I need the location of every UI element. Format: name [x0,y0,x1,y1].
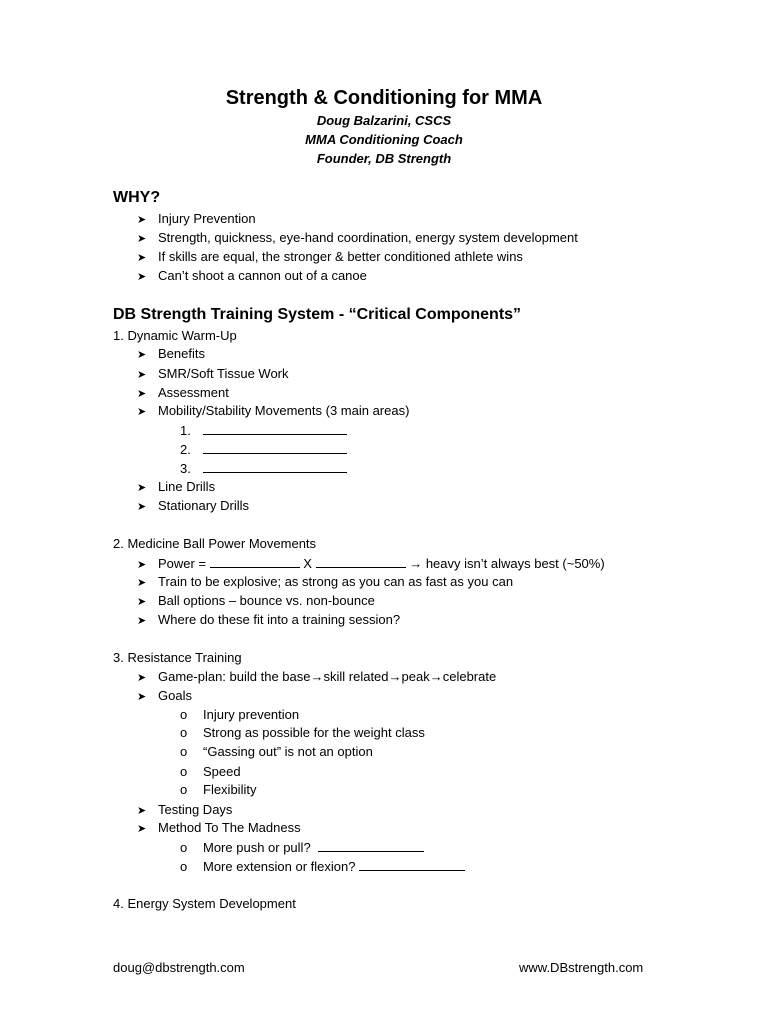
list-item: o Injury prevention [180,707,300,722]
author-role: MMA Conditioning Coach [305,132,463,147]
fill-in-blank [318,840,424,852]
system-heading: DB Strength Training System - “Critical Components” [113,306,522,323]
fill-in-blank [316,556,406,568]
arrowhead-bullet-icon: ➤ [137,672,147,684]
right-arrow-icon: → [310,669,324,684]
footer-email[interactable]: doug@dbstrength.com [113,960,245,975]
resistance-heading: 3. Resistance Training [113,650,242,665]
right-arrow-icon: → [388,669,402,684]
document-title: Strength & Conditioning for MMA [225,87,543,109]
list-item: ➤ Ball options – bounce vs. non-bounce [137,593,375,608]
arrowhead-bullet-icon: ➤ [137,691,147,703]
list-item: o Speed [180,764,241,779]
list-item: ➤ Can’t shoot a cannon out of a canoe [137,268,367,283]
list-item: ➤ Where do these fit into a training session? [137,612,401,627]
fill-in-blank [203,423,347,435]
arrowhead-bullet-icon: ➤ [137,214,147,226]
arrowhead-bullet-icon: ➤ [137,252,147,264]
list-item: o Strong as possible for the weight class [180,725,425,740]
list-item: o More push or pull? [180,840,424,854]
list-item: ➤ Method To The Madness [137,820,301,835]
list-item: ➤ Injury Prevention [137,211,256,226]
arrowhead-bullet-icon: ➤ [137,349,147,361]
circle-bullet-icon: o [180,840,188,855]
list-item: ➤ Power = X → heavy isn’t always best (~50%) [137,556,605,571]
circle-bullet-icon: o [180,707,188,722]
list-item: ➤ Mobility/Stability Movements (3 main areas) [137,403,410,418]
fill-in-blank [203,461,347,473]
list-item: o Flexibility [180,782,257,797]
why-heading: WHY? [113,189,161,206]
list-item: ➤ Goals [137,688,192,703]
author-name: Doug Balzarini, CSCS [316,113,452,128]
list-item: o “Gassing out” is not an option [180,744,373,759]
circle-bullet-icon: o [180,725,188,740]
list-item: ➤ Stationary Drills [137,498,250,513]
circle-bullet-icon: o [180,782,188,797]
right-arrow-icon: → [409,556,423,571]
arrowhead-bullet-icon: ➤ [137,596,147,608]
arrowhead-bullet-icon: ➤ [137,369,147,381]
blank-line-2: 2. [180,442,347,456]
author-org: Founder, DB Strength [316,151,452,166]
fill-in-blank [359,859,465,871]
fill-in-blank [203,442,347,454]
arrowhead-bullet-icon: ➤ [137,615,147,627]
list-item: ➤ Train to be explosive; as strong as you can as fast as you can [137,574,514,589]
arrowhead-bullet-icon: ➤ [137,406,147,418]
arrowhead-bullet-icon: ➤ [137,482,147,494]
arrowhead-bullet-icon: ➤ [137,271,147,283]
arrowhead-bullet-icon: ➤ [137,577,147,589]
energy-heading: 4. Energy System Development [113,896,296,911]
right-arrow-icon: → [429,669,443,684]
list-item: ➤ SMR/Soft Tissue Work [137,366,289,381]
arrowhead-bullet-icon: ➤ [137,233,147,245]
list-item: ➤ Testing Days [137,802,233,817]
arrowhead-bullet-icon: ➤ [137,559,147,571]
fill-in-blank [210,556,300,568]
arrowhead-bullet-icon: ➤ [137,388,147,400]
footer-website[interactable]: www.DBstrength.com [519,960,644,975]
list-item: o More extension or flexion? [180,859,465,873]
blank-line-3: 3. [180,461,347,475]
list-item: ➤ Line Drills [137,479,216,494]
list-item: ➤ Assessment [137,385,229,400]
medball-heading: 2. Medicine Ball Power Movements [113,536,317,551]
arrowhead-bullet-icon: ➤ [137,501,147,513]
arrowhead-bullet-icon: ➤ [137,823,147,835]
list-item: ➤ Strength, quickness, eye-hand coordination, energy system development [137,230,578,245]
warmup-heading: 1. Dynamic Warm-Up [113,328,237,343]
list-item: ➤ If skills are equal, the stronger & better conditioned athlete wins [137,249,523,264]
circle-bullet-icon: o [180,859,188,874]
list-item: ➤ Benefits [137,346,205,361]
blank-line-1: 1. [180,423,347,437]
list-item: ➤ Game-plan: build the base→skill related→peak→celebrate [137,669,497,684]
circle-bullet-icon: o [180,764,188,779]
circle-bullet-icon: o [180,744,188,759]
arrowhead-bullet-icon: ➤ [137,805,147,817]
